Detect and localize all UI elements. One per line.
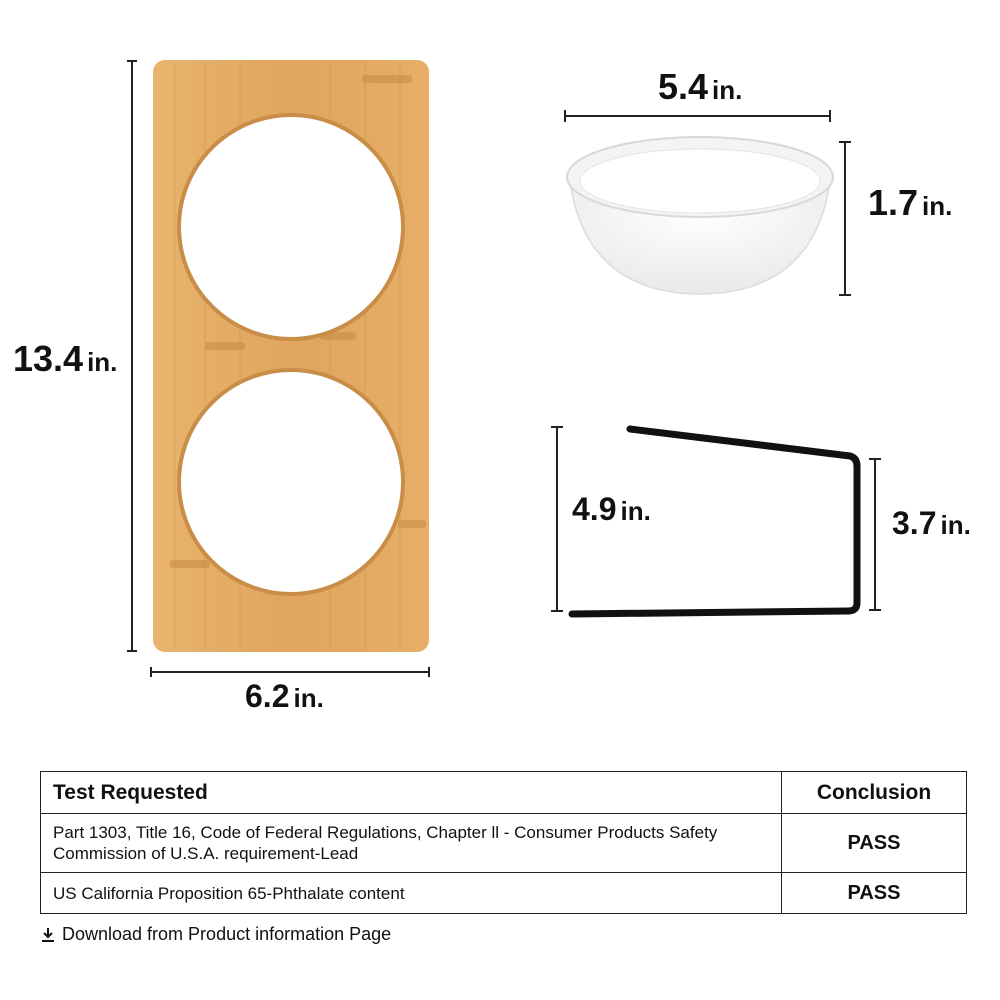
bowl-height-line xyxy=(844,141,846,296)
bamboo-board xyxy=(153,60,429,652)
board-width-unit: in. xyxy=(293,683,324,713)
board-width-value: 6.2 xyxy=(245,678,290,714)
download-label: Download from Product information Page xyxy=(62,924,392,944)
bowl-height-label xyxy=(868,182,952,224)
bowl-height-tick-bottom xyxy=(839,294,851,296)
stand-back-height-value: 4.9 xyxy=(572,491,617,527)
bowl-diameter-tick-right xyxy=(829,110,831,122)
bowl-diameter-tick-left xyxy=(564,110,566,122)
board-width-label xyxy=(245,678,324,715)
stand-back-height-label xyxy=(572,491,651,528)
test-results-table xyxy=(40,771,967,914)
ceramic-bowl xyxy=(567,137,833,294)
conclusion-cell: PASS xyxy=(782,814,967,873)
board-height-label xyxy=(13,338,117,380)
table-row xyxy=(41,873,967,914)
board-height-value: 13.4 xyxy=(13,338,84,379)
board-width-tick-right xyxy=(428,667,430,677)
stand-front-height-value: 3.7 xyxy=(892,505,937,541)
bowl-diameter-value: 5.4 xyxy=(658,66,709,107)
stand-back-tick-top xyxy=(551,426,563,428)
board-height-line xyxy=(131,60,133,652)
conclusion-cell: PASS xyxy=(782,873,967,914)
stand-front-height-unit: in. xyxy=(940,510,971,540)
download-link[interactable] xyxy=(40,924,391,945)
bowl-diameter-label xyxy=(658,66,742,108)
board-width-line xyxy=(150,671,430,673)
conclusion-header: Conclusion xyxy=(782,772,967,814)
table-header-row xyxy=(41,772,967,814)
download-icon xyxy=(40,927,56,943)
stand-front-height-label xyxy=(892,505,971,542)
bowl-height-tick-top xyxy=(839,141,851,143)
bowl-height-unit: in. xyxy=(922,191,953,221)
bowl-diameter-unit: in. xyxy=(712,75,743,105)
stand-back-height-line xyxy=(556,426,558,612)
stand-front-tick-bottom xyxy=(869,609,881,611)
table-row xyxy=(41,814,967,873)
bowl-diameter-line xyxy=(564,115,831,117)
stand-back-tick-bottom xyxy=(551,610,563,612)
board-height-tick-top xyxy=(127,60,137,62)
test-requested-header: Test Requested xyxy=(41,772,782,814)
board-width-tick-left xyxy=(150,667,152,677)
stand-front-tick-top xyxy=(869,458,881,460)
test-cell: US California Proposition 65-Phthalate content xyxy=(41,873,782,914)
stand-back-height-unit: in. xyxy=(620,496,651,526)
board-height-tick-bottom xyxy=(127,650,137,652)
test-cell: Part 1303, Title 16, Code of Federal Regulations, Chapter ll - Consumer Products Safety Commission of U.S.A. requirement-Lead xyxy=(41,814,782,873)
stand-front-height-line xyxy=(874,458,876,611)
bowl-height-value: 1.7 xyxy=(868,182,919,223)
board-height-unit: in. xyxy=(87,347,118,377)
